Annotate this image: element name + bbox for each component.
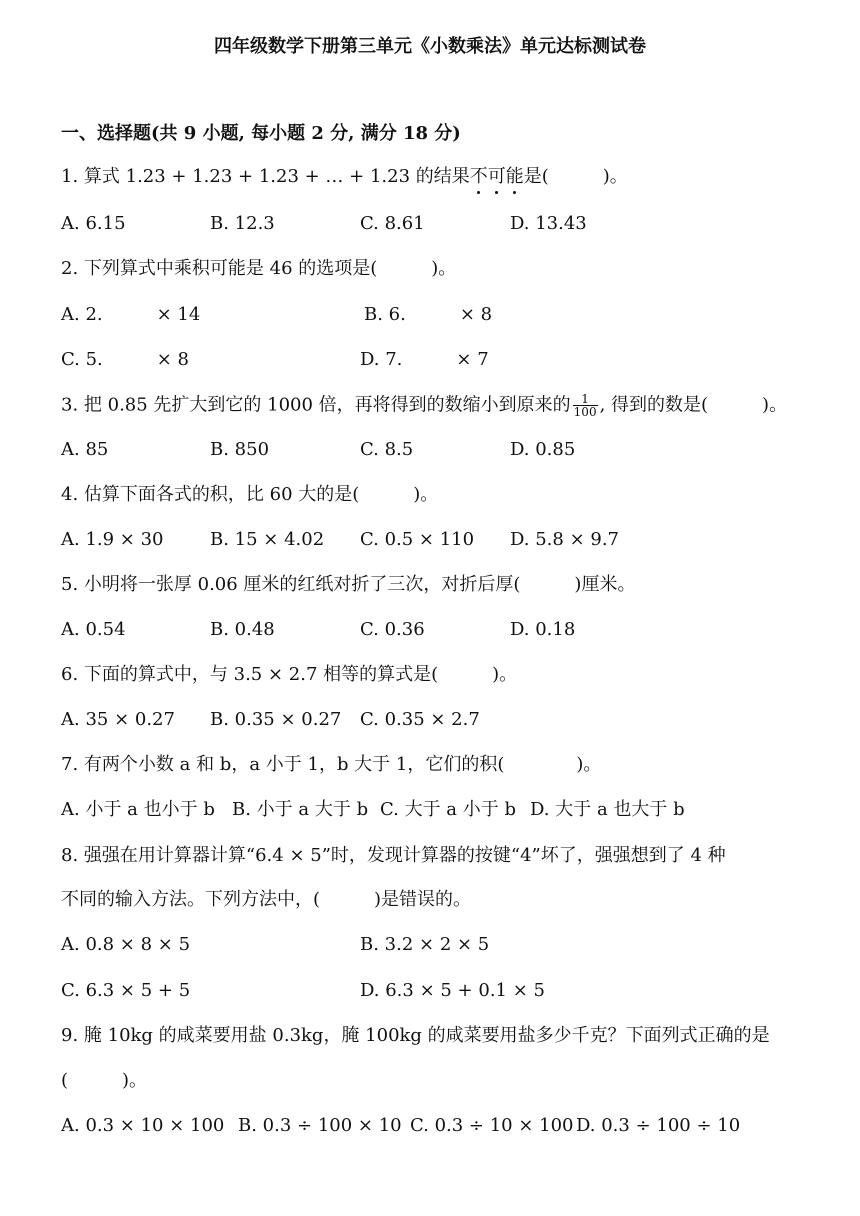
q2-option-a[interactable]: A. 2. × 14 — [61, 304, 201, 325]
q1-option-a[interactable]: A. 6.15 — [61, 213, 126, 234]
q4-option-d[interactable]: D. 5.8 × 9.7 — [510, 529, 620, 550]
q2-option-b[interactable]: B. 6. × 8 — [364, 304, 493, 325]
q1-stem-part-a: 1. 算式 1.23 + 1.23 + 1.23 + … + 1.23 的结果 — [61, 166, 470, 187]
q7-option-c[interactable]: C. 大于 a 小于 b — [380, 799, 516, 820]
q8-option-a[interactable]: A. 0.8 × 8 × 5 — [61, 934, 191, 955]
emphasis-dot-char: 能 — [505, 166, 524, 187]
question-4-stem: 4. 估算下面各式的积，比 60 大的是( )。 — [61, 484, 439, 505]
question-1-stem — [61, 165, 628, 189]
q7-option-d[interactable]: D. 大于 a 也大于 b — [530, 799, 685, 820]
q1-option-d[interactable]: D. 13.43 — [510, 213, 587, 234]
q1-option-b[interactable]: B. 12.3 — [210, 213, 275, 234]
q3-option-c[interactable]: C. 8.5 — [360, 439, 414, 460]
q9-option-c[interactable]: C. 0.3 ÷ 10 × 100 — [410, 1115, 574, 1136]
q9-option-a[interactable]: A. 0.3 × 10 × 100 — [61, 1115, 225, 1136]
q2-option-c[interactable]: C. 5. × 8 — [61, 349, 190, 370]
question-7-stem: 7. 有两个小数 a 和 b，a 小于 1，b 大于 1，它们的积( )。 — [61, 754, 602, 775]
q3-stem-part-b: , 得到的数是( )。 — [599, 394, 788, 416]
q7-option-b[interactable]: B. 小于 a 大于 b — [232, 799, 369, 820]
fraction-denominator: 100 — [573, 405, 597, 419]
question-3-stem — [61, 393, 787, 418]
question-6-stem: 6. 下面的算式中，与 3.5 × 2.7 相等的算式是( )。 — [61, 664, 518, 685]
q3-option-d[interactable]: D. 0.85 — [510, 439, 576, 460]
q5-option-a[interactable]: A. 0.54 — [61, 619, 126, 640]
q1-option-c[interactable]: C. 8.61 — [360, 213, 425, 234]
q6-option-b[interactable]: B. 0.35 × 0.27 — [210, 709, 342, 730]
q8-option-b[interactable]: B. 3.2 × 2 × 5 — [360, 934, 490, 955]
section-heading: 一、选择题(共 9 小题, 每小题 2 分, 满分 18 分) — [61, 123, 461, 144]
q5-option-d[interactable]: D. 0.18 — [510, 619, 576, 640]
fraction — [573, 393, 598, 418]
question-2-stem: 2. 下列算式中乘积可能是 46 的选项是( )。 — [61, 258, 457, 279]
q8-option-c[interactable]: C. 6.3 × 5 + 5 — [61, 980, 191, 1001]
q1-stem-part-b: 是( )。 — [523, 166, 628, 187]
fraction-numerator: 1 — [573, 393, 598, 406]
page-title: 四年级数学下册第三单元《小数乘法》单元达标测试卷 — [214, 36, 646, 57]
question-9-stem-line-1: 9. 腌 10kg 的咸菜要用盐 0.3kg，腌 100kg 的咸菜要用盐多少千克？下面列式正确的是 — [61, 1025, 770, 1046]
q4-option-b[interactable]: B. 15 × 4.02 — [210, 529, 325, 550]
emphasis-dot-char: 不 — [469, 166, 488, 187]
q8-option-d[interactable]: D. 6.3 × 5 + 0.1 × 5 — [360, 980, 545, 1001]
q9-option-b[interactable]: B. 0.3 ÷ 100 × 10 — [238, 1115, 402, 1136]
q3-stem-part-a: 3. 把 0.85 先扩大到它的 1000 倍，再将得到的数缩小到原来的 — [61, 394, 571, 416]
question-9-stem-line-2: ( )。 — [61, 1070, 148, 1091]
q4-option-c[interactable]: C. 0.5 × 110 — [360, 529, 475, 550]
q4-option-a[interactable]: A. 1.9 × 30 — [61, 529, 164, 550]
q5-option-c[interactable]: C. 0.36 — [360, 619, 425, 640]
q9-option-d[interactable]: D. 0.3 ÷ 100 ÷ 10 — [576, 1115, 741, 1136]
q3-option-a[interactable]: A. 85 — [61, 439, 109, 460]
question-8-stem-line-1: 8. 强强在用计算器计算“6.4 × 5”时，发现计算器的按键“4”坏了，强强想到了 4 种 — [61, 845, 726, 866]
question-5-stem: 5. 小明将一张厚 0.06 厘米的红纸对折了三次，对折后厚( )厘米。 — [61, 574, 636, 595]
q6-option-a[interactable]: A. 35 × 0.27 — [61, 709, 175, 730]
q7-option-a[interactable]: A. 小于 a 也小于 b — [61, 799, 215, 820]
q3-option-b[interactable]: B. 850 — [210, 439, 270, 460]
q2-option-d[interactable]: D. 7. × 7 — [360, 349, 489, 370]
emphasis-dot-char: 可 — [487, 166, 506, 187]
q5-option-b[interactable]: B. 0.48 — [210, 619, 275, 640]
question-8-stem-line-2: 不同的输入方法。下列方法中，( )是错误的。 — [61, 889, 472, 910]
q6-option-c[interactable]: C. 0.35 × 2.7 — [360, 709, 480, 730]
